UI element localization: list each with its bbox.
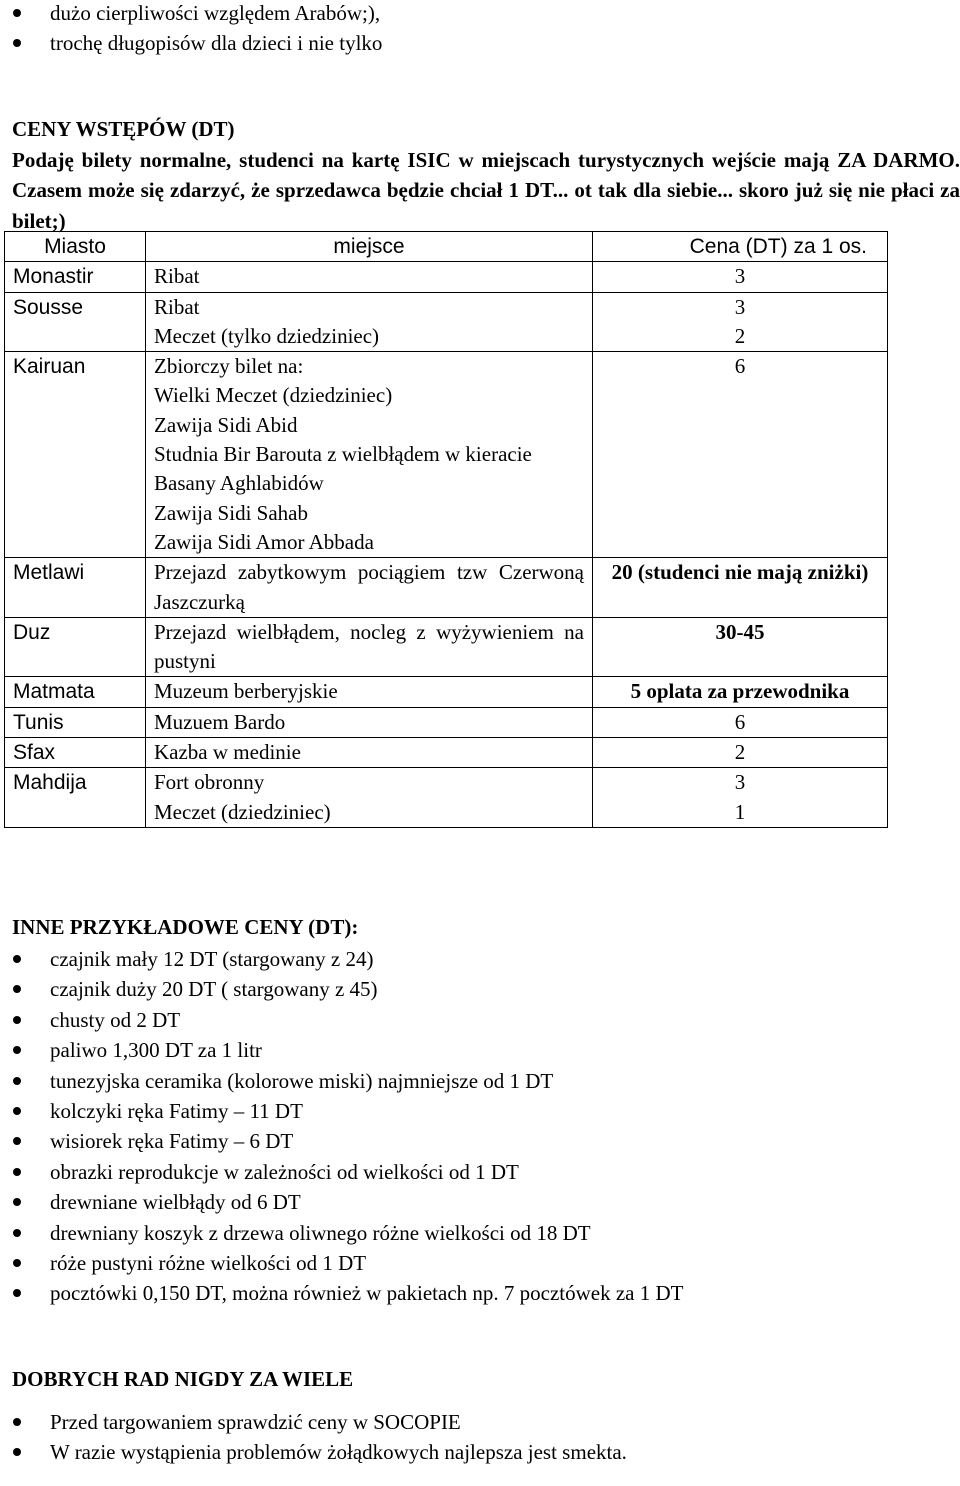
price-cell <box>593 262 888 292</box>
intro-paragraph: Podaję bilety normalne, studenci na kartę ISIC w miejscach turystycznych wejście mają ZA DARMO. Czasem może się zdarzyć, że sprzedawca będzie chciał 1 DT... ot tak dla siebie... skoro już się nie płaci za bilet;) <box>12 147 960 233</box>
place-cell <box>146 262 593 292</box>
table-row <box>5 677 888 707</box>
place-cell <box>146 707 593 737</box>
price-cell <box>593 677 888 707</box>
table-row <box>5 738 888 768</box>
place-line: Muzuem Bardo <box>154 709 286 734</box>
place-cell <box>146 352 593 558</box>
place-line: Muzeum berberyjskie <box>154 679 338 704</box>
table-row <box>5 352 888 558</box>
header-city: Miasto <box>5 232 146 262</box>
advice-list <box>0 1407 960 1468</box>
header-place: miejsce <box>146 232 593 262</box>
table-row <box>5 768 888 828</box>
place-line: Ribat <box>154 294 200 319</box>
place-cell <box>146 738 593 768</box>
list-item: trochę długopisów dla dzieci i nie tylko <box>0 28 960 58</box>
price-line: 3 <box>734 294 746 319</box>
place-cell <box>146 677 593 707</box>
place-line: Ribat <box>154 264 200 289</box>
place-line: Kazba w medinie <box>154 740 301 765</box>
price-cell <box>593 617 888 677</box>
price-cell <box>593 768 888 828</box>
list-item: drewniane wielbłądy od 6 DT <box>0 1187 960 1217</box>
list-item: dużo cierpliwości względem Arabów;), <box>0 0 960 28</box>
price-line: 6 <box>734 709 746 734</box>
table-row <box>5 262 888 292</box>
other-prices-list <box>0 944 960 1309</box>
city-cell: Tunis <box>5 707 146 737</box>
place-line: Zbiorczy bilet na: <box>154 354 304 379</box>
section-heading-inne: INNE PRZYKŁADOWE CENY (DT): <box>12 915 359 939</box>
table-row <box>5 707 888 737</box>
table-row <box>5 617 888 677</box>
list-item: Przed targowaniem sprawdzić ceny w SOCOPIE <box>0 1407 960 1437</box>
city-cell: Kairuan <box>5 352 146 558</box>
price-cell <box>593 738 888 768</box>
list-item: tunezyjska ceramika (kolorowe miski) najmniejsze od 1 DT <box>0 1066 960 1096</box>
price-line: 20 (studenci nie mają zniżki) <box>611 560 869 585</box>
list-item: drewniany koszyk z drzewa oliwnego różne wielkości od 18 DT <box>0 1218 960 1248</box>
price-table <box>4 231 888 828</box>
place-line: Basany Aghlabidów <box>154 471 324 496</box>
city-cell: Metlawi <box>5 558 146 618</box>
price-line: 3 <box>734 770 746 795</box>
city-cell: Sousse <box>5 292 146 352</box>
city-cell: Matmata <box>5 677 146 707</box>
place-line: Zawija Sidi Amor Abbada <box>154 529 374 554</box>
list-item: pocztówki 0,150 DT, można również w pakietach np. 7 pocztówek za 1 DT <box>0 1278 960 1308</box>
intro-section <box>12 114 960 236</box>
place-line: Zawija Sidi Abid <box>154 412 298 437</box>
place-line: Meczet (tylko dziedziniec) <box>154 323 380 348</box>
section-heading-rady: DOBRYCH RAD NIGDY ZA WIELE <box>12 1367 354 1391</box>
place-cell <box>146 292 593 352</box>
list-item: obrazki reprodukcje w zależności od wielkości od 1 DT <box>0 1157 960 1187</box>
city-cell: Monastir <box>5 262 146 292</box>
city-cell: Duz <box>5 617 146 677</box>
list-item: czajnik duży 20 DT ( stargowany z 45) <box>0 974 960 1004</box>
price-line: 5 oplata za przewodnika <box>630 679 850 704</box>
place-line: Studnia Bir Barouta z wielbłądem w kieracie <box>154 442 532 467</box>
place-line: Przejazd zabytkowym pociągiem tzw Czerwoną Jaszczurką <box>154 560 584 614</box>
place-line: Zawija Sidi Sahab <box>154 500 308 525</box>
price-cell <box>593 292 888 352</box>
table-row <box>5 558 888 618</box>
price-line: 1 <box>734 799 746 824</box>
table-header-row <box>5 232 888 262</box>
list-item: W razie wystąpienia problemów żołądkowych najlepsza jest smekta. <box>0 1437 960 1467</box>
place-cell <box>146 617 593 677</box>
list-item: kolczyki ręka Fatimy – 11 DT <box>0 1096 960 1126</box>
header-price: Cena (DT) za 1 os. <box>593 232 888 262</box>
list-item: chusty od 2 DT <box>0 1005 960 1035</box>
place-line: Wielki Meczet (dziedziniec) <box>154 383 393 408</box>
price-cell <box>593 352 888 558</box>
city-cell: Mahdija <box>5 768 146 828</box>
list-item: wisiorek ręka Fatimy – 6 DT <box>0 1126 960 1156</box>
top-bullet-list <box>0 0 960 59</box>
place-cell <box>146 768 593 828</box>
price-cell <box>593 707 888 737</box>
price-cell <box>593 558 888 618</box>
price-line: 2 <box>734 740 746 765</box>
price-line: 2 <box>734 323 746 348</box>
price-line: 30-45 <box>715 619 765 644</box>
place-line: Meczet (dziedziniec) <box>154 799 331 824</box>
price-line: 6 <box>734 354 746 379</box>
price-line: 3 <box>734 264 746 289</box>
city-cell: Sfax <box>5 738 146 768</box>
place-cell <box>146 558 593 618</box>
table-row <box>5 292 888 352</box>
place-line: Przejazd wielbłądem, nocleg z wyżywieniem na pustyni <box>154 619 584 674</box>
section-heading-ceny: CENY WSTĘPÓW (DT) <box>12 117 235 141</box>
list-item: paliwo 1,300 DT za 1 litr <box>0 1035 960 1065</box>
place-line: Fort obronny <box>154 770 265 795</box>
list-item: róże pustyni różne wielkości od 1 DT <box>0 1248 960 1278</box>
list-item: czajnik mały 12 DT (stargowany z 24) <box>0 944 960 974</box>
